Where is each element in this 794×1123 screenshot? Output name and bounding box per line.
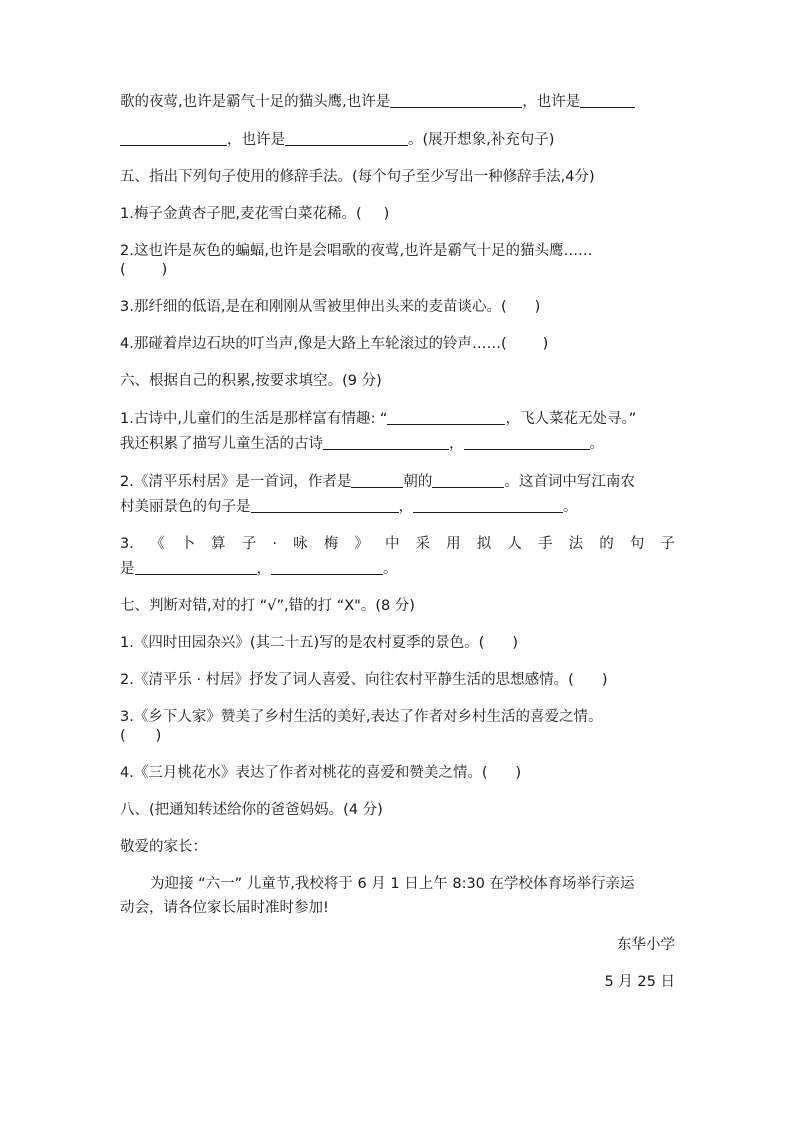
- question-text: 我还积累了描写儿童生活的古诗: [120, 436, 323, 452]
- section-8-title: 八、(把通知转述给你的爸爸妈妈。(4 分): [120, 802, 383, 818]
- punct: 。: [589, 436, 604, 452]
- punct: 。: [383, 561, 398, 577]
- q3-char: 句: [629, 536, 645, 552]
- section-6-title: 六、根据自己的积累,按要求填空。(9 分): [120, 373, 382, 389]
- q3-char: 拟: [476, 536, 492, 552]
- answer-blank[interactable]: [390, 92, 522, 108]
- answer-blank[interactable]: [432, 472, 504, 488]
- paren-close: ): [512, 635, 518, 651]
- sec4-line1: [120, 92, 675, 112]
- paren-close: ): [542, 336, 549, 352]
- notice-greeting: 敬爱的家长：: [120, 839, 207, 855]
- question-text: 1.《四时田园杂兴》(其二十五)写的是农村夏季的景色。(: [120, 635, 485, 651]
- answer-blank[interactable]: [413, 497, 563, 513]
- paren-open: (: [120, 262, 126, 278]
- answer-blank[interactable]: [580, 92, 635, 108]
- notice-body-line1: 为迎接 “六一” 儿童节,我校将于 6 月 1 日上午 8:30 在学校体育场举行亲运: [150, 876, 635, 892]
- sec5-q2: 2.这也许是灰色的蝙蝠,也许是会唱歌的夜莺,也许是霸气十足的猫头鹰……: [120, 243, 593, 259]
- answer-blank[interactable]: [285, 130, 408, 146]
- question-text: 1.梅子金黄杏子肥,麦花雪白菜花稀。(: [120, 206, 362, 222]
- q3-char: 子: [241, 536, 257, 552]
- sec7-q4: [120, 764, 675, 783]
- punct: ，: [256, 561, 271, 577]
- sec4-line2: [120, 130, 675, 150]
- q3-char: 的: [599, 536, 614, 552]
- question-text: 4.那碰着岸边石块的叮当声,像是大路上车轮滚过的铃声……(: [120, 336, 507, 352]
- sec6-q1-line1: [120, 409, 675, 429]
- section-5-title: 五、指出下列句子使用的修辞手法。(每个句子至少写出一种修辞手法,4分): [120, 169, 595, 185]
- q3-char: 《: [149, 536, 165, 552]
- question-text: 3.那纤细的低语,是在和刚刚从雪被里伸出头来的麦苗谈心。(: [120, 299, 507, 315]
- sec6-q3-line2: [120, 559, 675, 579]
- answer-blank[interactable]: [271, 559, 383, 575]
- question-text: 是: [120, 561, 135, 577]
- sec6-q2-line1: [120, 472, 675, 492]
- question-text: 1.古诗中,儿童们的生活是那样富有情趣: “: [120, 411, 388, 427]
- sec7-q3: 3.《乡下人家》赞美了乡村生活的美好,表达了作者对乡村生活的喜爱之情。: [120, 709, 603, 725]
- q3-char: ·: [272, 536, 277, 552]
- paren-close: ): [161, 262, 168, 278]
- sec5-q4: [120, 335, 675, 354]
- q3-char: 人: [507, 536, 522, 552]
- sec6-q1-line2: [120, 434, 675, 454]
- question-text: ，飞人菜花无处寻。”: [505, 411, 637, 427]
- answer-blank[interactable]: [323, 434, 449, 450]
- paren-close: ): [383, 206, 390, 222]
- q3-char: 手: [537, 536, 553, 552]
- answer-blank[interactable]: [387, 409, 505, 425]
- q3-char: 》: [354, 536, 369, 552]
- q3-char: 算: [211, 536, 226, 552]
- punct: ，: [398, 499, 413, 515]
- answer-blank[interactable]: [464, 434, 590, 450]
- sec6-q3-line1: [120, 535, 675, 554]
- notice-date: 5 月 25 日: [604, 974, 675, 990]
- q3-char: 3.: [120, 536, 134, 552]
- sec7-q1: [120, 634, 675, 653]
- worksheet-page: [120, 92, 675, 992]
- punct: 。: [563, 499, 578, 515]
- q3-char: 法: [568, 536, 584, 552]
- question-text: 2.《清平乐 · 村居》抒发了词人喜爱、向往农村平静生活的思想感情。(: [120, 672, 574, 688]
- answer-blank[interactable]: [351, 472, 403, 488]
- paren-open: (: [120, 728, 126, 744]
- paren-close: ): [534, 299, 541, 315]
- paren-close: ): [601, 672, 608, 688]
- sec5-q1: [120, 205, 675, 224]
- notice-signature: 东华小学: [617, 937, 675, 953]
- q3-char: 采: [415, 536, 431, 552]
- q3-char: 用: [446, 536, 461, 552]
- sec4-text: ，也许是: [227, 132, 285, 148]
- sec7-q3-answer: [120, 727, 675, 746]
- q3-char: 卜: [180, 536, 196, 552]
- question-text: 村美丽景色的句子是: [120, 499, 251, 515]
- sec7-q2: [120, 671, 675, 690]
- answer-blank[interactable]: [135, 559, 257, 575]
- sec5-q2-answer: [120, 261, 675, 280]
- q3-char: 梅: [323, 536, 339, 552]
- q3-char: 中: [384, 536, 400, 552]
- paren-close: ): [155, 728, 162, 744]
- sec4-text: 。(展开想象,补充句子): [408, 132, 555, 148]
- section-7-title: 七、判断对错,对的打 “√”,错的打 “X"。(8 分): [120, 598, 415, 614]
- answer-blank[interactable]: [251, 497, 399, 513]
- sec5-q3: [120, 298, 675, 317]
- paren-close: ): [515, 765, 522, 781]
- q3-char: 咏: [293, 536, 308, 552]
- sec4-text: ，也许是: [522, 94, 581, 110]
- q3-char: 子: [660, 536, 675, 552]
- answer-blank[interactable]: [120, 130, 227, 146]
- notice-body-line2: 动会，请各位家长届时准时参加!: [120, 900, 329, 916]
- sec4-text: 歌的夜莺,也许是霸气十足的猫头鹰,也许是: [120, 94, 391, 110]
- punct: ，: [449, 436, 464, 452]
- sec6-q2-line2: [120, 497, 675, 517]
- question-text: 2.《清平乐村居》是一首词，作者是: [120, 474, 352, 490]
- question-text: 朝的: [403, 474, 433, 490]
- question-text: 。这首词中写江南农: [504, 474, 635, 490]
- question-text: 4.《三月桃花水》表达了作者对桃花的喜爱和赞美之情。(: [120, 765, 488, 781]
